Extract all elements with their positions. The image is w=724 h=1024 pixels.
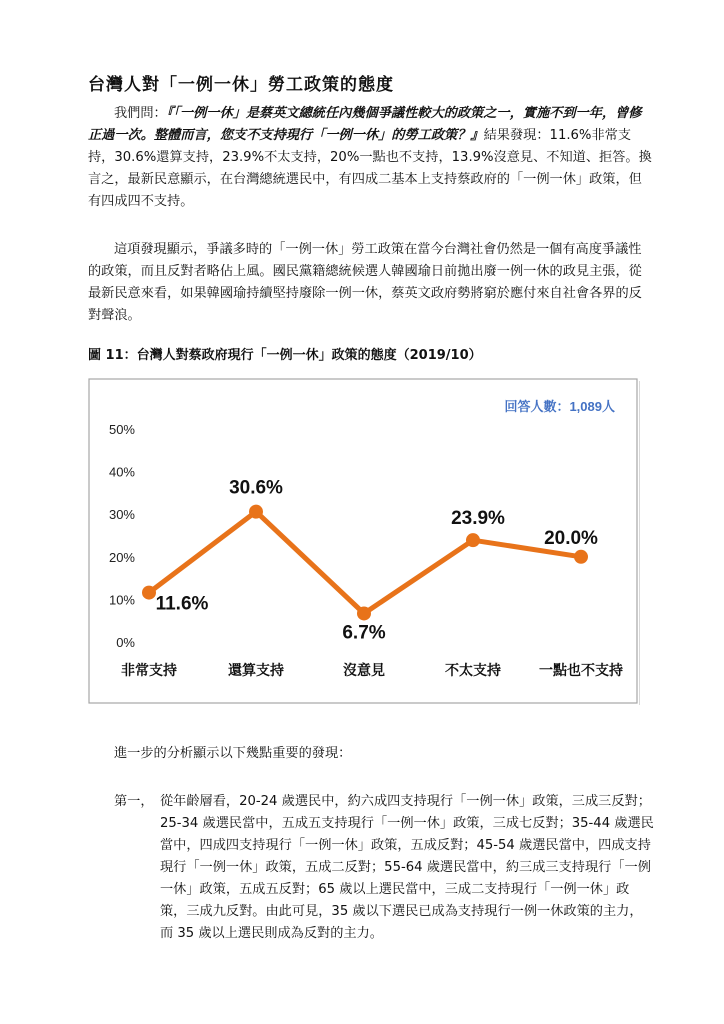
data-point (357, 606, 371, 620)
paragraph-analysis (88, 239, 654, 327)
y-tick-label: 40% (108, 464, 135, 480)
line-chart (88, 378, 640, 706)
finding-text: 從年齡層看，20-24 歲選民中，約六成四支持現行「一例一休」政策，三成三反對；25-34 歲選民當中，五成五支持現行「一例一休」政策，三成七反對；35-44 歲選民當中，四成四支持現行「一例一休」政策，五成反對；45-54 歲選民當中，四成支持現行「一例一休」政策，五成二反對；55-64 歲選民當中，約三成三支持現行「一例一休」政策，五成五反對；65 歲以上選民當中，三成二支持現行「一例一休」政策，三成九反對。由此可見，35 歲以下選民已成為支持現行一例一休政策的主力，而 35 歲以上選民則成為反對的主力。 (160, 794, 654, 941)
data-point (249, 505, 263, 519)
y-tick-label: 30% (108, 507, 135, 523)
chart-container (88, 378, 640, 706)
y-tick-label: 0% (116, 635, 135, 650)
figure-caption: 圖 11：台灣人對蔡政府現行「一例一休」政策的態度（2019/10） (88, 348, 482, 363)
paragraph-survey-question (88, 103, 654, 213)
y-tick-label: 20% (108, 549, 135, 565)
survey-question-text: 『「一例一休」是蔡英文總統任內幾個爭議性較大的政策之一，實施不到一年，曾修正過一次。整體而言，您支不支持現行「一例一休」的勞工政策？』 (88, 106, 642, 143)
finding-label: 第一， (114, 794, 154, 809)
data-label: 11.6% (155, 593, 209, 615)
analysis-text: 這項發現顯示，爭議多時的「一例一休」勞工政策在當今台灣社會仍然是一個有高度爭議性的政策，而且反對者略佔上風。國民黨籍總統候選人韓國瑜日前拋出廢一例一休的政見主張，從最新民意來看，如果韓國瑜持續堅持廢除一例一休，蔡英文政府勢將窮於應付來自社會各界的反對聲浪。 (88, 242, 642, 323)
data-label: 30.6% (229, 477, 283, 499)
data-label: 20.0% (544, 527, 598, 549)
x-tick-label: 還算支持 (228, 662, 284, 678)
y-tick-label: 10% (108, 592, 135, 608)
data-point (574, 550, 588, 564)
data-point (466, 533, 480, 547)
question-lead: 我們問： (114, 106, 167, 121)
x-tick-label: 不太支持 (445, 662, 501, 678)
data-label: 6.7% (342, 622, 386, 644)
data-point (142, 586, 156, 600)
data-label: 23.9% (451, 508, 505, 530)
respondent-count-annotation: 回答人數：1,089人 (504, 399, 615, 414)
y-tick-label: 50% (108, 422, 135, 437)
chart-frame-shadow (639, 381, 640, 705)
findings-intro: 進一步的分析顯示以下幾點重要的發現： (114, 746, 352, 761)
x-tick-label: 一點也不支持 (539, 662, 623, 678)
survey-result-text: 結果發現：11.6%非常支持，30.6%還算支持，23.9%不太支持，20%一點也不支持，13.9%沒意見、不知道、拒答。換言之，最新民意顯示，在台灣總統選民中，有四成二基本上支持蔡政府的「一例一休」政策，但有四成四不支持。 (88, 128, 652, 209)
x-tick-label: 沒意見 (343, 662, 385, 678)
x-tick-label: 非常支持 (121, 662, 177, 678)
section-heading: 台灣人對「一例一休」勞工政策的態度 (88, 75, 394, 95)
